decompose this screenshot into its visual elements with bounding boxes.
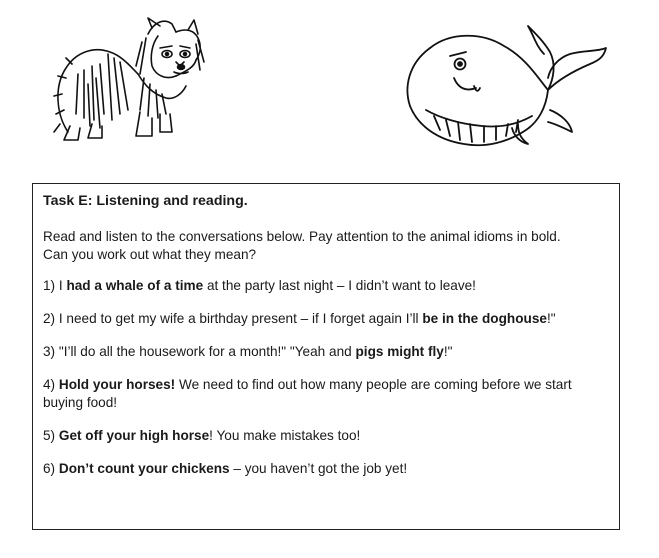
whale-illustration — [400, 18, 610, 156]
item-text: ! You make mistakes too! — [209, 428, 361, 443]
item-text: at the party last night – I didn’t want to leave! — [203, 278, 476, 293]
dog-illustration — [48, 14, 208, 146]
idiom-phrase: be in the doghouse — [422, 311, 547, 326]
item-text: We need to find out how many people are coming before we start buying food! — [43, 377, 572, 410]
idiom-phrase: Hold your horses! — [58, 377, 176, 392]
item-text: !" — [443, 344, 453, 359]
idiom-item-3 — [43, 343, 609, 361]
task-intro — [43, 228, 609, 264]
item-text: I need to get my wife a birthday present – if I forget again I’ll — [55, 311, 423, 326]
intro-line-2: Can you work out what they mean? — [43, 247, 257, 262]
item-number: 2) — [43, 311, 56, 326]
idiom-item-5 — [43, 427, 609, 445]
item-text: "I’ll do all the housework for a month!" "Yeah and — [55, 344, 356, 359]
item-text: !" — [546, 311, 556, 326]
task-title: Task E: Listening and reading. — [43, 193, 248, 209]
idiom-item-6 — [43, 460, 609, 478]
idiom-phrase: had a whale of a time — [66, 278, 204, 293]
idiom-phrase: Don’t count your chickens — [58, 461, 230, 476]
item-text: I — [55, 278, 67, 293]
item-number: 3) — [43, 344, 56, 359]
task-box — [32, 183, 620, 530]
idiom-item-4 — [43, 376, 609, 412]
idiom-phrase: Get off your high horse — [58, 428, 210, 443]
item-text: – you haven’t got the job yet! — [229, 461, 408, 476]
item-number: 4) — [43, 377, 56, 392]
idiom-item-1 — [43, 277, 609, 295]
item-number: 6) — [43, 461, 56, 476]
item-number: 1) — [43, 278, 56, 293]
idiom-list — [43, 277, 609, 478]
idiom-phrase: pigs might fly — [355, 344, 444, 359]
item-number: 5) — [43, 428, 56, 443]
intro-line-1: Read and listen to the conversations below. Pay attention to the animal idioms in bold. — [43, 229, 561, 244]
idiom-item-2 — [43, 310, 609, 328]
